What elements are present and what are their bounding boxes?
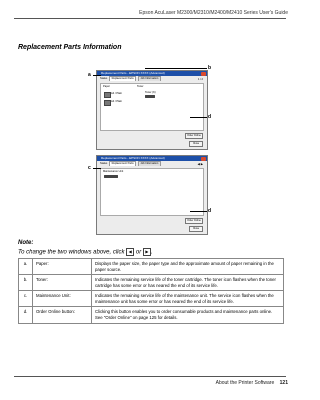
callout-d-1-leader <box>190 117 207 118</box>
tab-job-information[interactable]: Job Information <box>138 76 161 81</box>
row-key: c. <box>19 291 33 307</box>
note-text-before: To change the two windows above, click <box>18 249 125 256</box>
page-indicator: 1 / 2 <box>197 77 203 81</box>
left-arrow-icon: ◀ <box>126 248 134 256</box>
callout-c-leader <box>93 168 101 169</box>
row-key: a. <box>19 259 33 275</box>
table-row <box>19 259 284 275</box>
tray-icon <box>104 100 111 106</box>
tray-icon <box>104 92 111 98</box>
table-row <box>19 291 284 307</box>
row-key: b. <box>19 275 33 291</box>
window-title: Replacement Parts - EPSON XXXX (Advanced) <box>101 71 165 75</box>
row-description: Indicates the remaining service life of the maintenance unit. The service icon flashes when the maintenance unit has some error or has neared the end of its service life. <box>92 291 284 307</box>
callout-b-leader <box>145 68 207 69</box>
note-text-after: . <box>150 249 153 256</box>
menu-status[interactable]: Status <box>100 77 108 80</box>
note-text <box>18 248 153 256</box>
maintenance-level-bar <box>104 175 118 178</box>
window-title: Replacement Parts - EPSON XXXX (Advanced) <box>101 156 165 160</box>
section-title: Replacement Parts Information <box>18 44 122 51</box>
close-button[interactable]: Close <box>189 226 203 232</box>
paper-group-label: Paper <box>103 85 110 88</box>
header-rule <box>14 18 286 19</box>
tab-bar <box>97 76 207 81</box>
row-description: Clicking this button enables you to order consumable products and maintenance parts online. See "Order Online" on page 125 for details. <box>92 307 284 323</box>
parts-panel <box>100 83 204 131</box>
table-row <box>19 275 284 291</box>
close-window-icon[interactable] <box>201 72 206 76</box>
row-description: Indicates the remaining service life of the toner cartridge. The toner icon flashes when the toner cartridge has some error or has neared the end of its service life. <box>92 275 284 291</box>
callout-a: a <box>88 72 91 78</box>
order-online-button[interactable]: Order Online <box>185 133 203 139</box>
callout-d-1: d <box>208 114 212 120</box>
callout-c: c <box>88 165 91 171</box>
footer-rule <box>14 376 286 377</box>
footer-section: About the Printer Software <box>215 380 275 386</box>
row-name: Maintenance Unit: <box>33 291 92 307</box>
row-name: Toner: <box>33 275 92 291</box>
footer <box>216 380 288 386</box>
tab-replacement-parts[interactable]: Replacement Parts <box>109 76 136 81</box>
order-online-button[interactable]: Order Online <box>185 218 203 224</box>
page-nav-arrows[interactable]: ◀ ▶ <box>197 161 203 166</box>
table-row <box>19 307 284 323</box>
close-button[interactable]: Close <box>189 141 203 147</box>
tab-replacement-parts[interactable]: Replacement Parts <box>109 161 136 166</box>
note-text-or: or <box>135 249 142 256</box>
tray2-info: A4 / Plain <box>111 100 123 103</box>
row-key: d. <box>19 307 33 323</box>
page-number: 121 <box>279 380 288 386</box>
replacement-parts-window-1 <box>96 70 208 150</box>
row-description: Displays the paper size, the paper type and the approximate amount of paper remaining in the paper source. <box>92 259 284 275</box>
callout-d-2-leader <box>190 211 207 212</box>
toner-level-bar <box>145 95 155 98</box>
description-table <box>18 258 284 324</box>
tab-job-information[interactable]: Job Information <box>138 161 161 166</box>
maintenance-panel <box>100 168 204 216</box>
callout-d-2: d <box>208 208 212 214</box>
right-arrow-icon: ▶ <box>143 248 151 256</box>
running-header: Epson AcuLaser M2300/M2310/M2400/M2410 Series User's Guide <box>139 10 288 16</box>
menu-status[interactable]: Status <box>100 162 108 165</box>
note-label: Note: <box>18 240 34 246</box>
tray1-info: A4 / Plain <box>111 92 123 95</box>
tab-bar <box>97 161 207 166</box>
callout-a-leader <box>93 75 101 76</box>
callout-b: b <box>208 65 212 71</box>
toner-group-label: Toner <box>137 85 144 88</box>
replacement-parts-window-2 <box>96 155 208 235</box>
row-name: Order Online button: <box>33 307 92 323</box>
toner-name: Toner (K) <box>145 91 156 94</box>
row-name: Paper: <box>33 259 92 275</box>
close-window-icon[interactable] <box>201 157 206 161</box>
maintenance-group-label: Maintenance Unit <box>103 170 124 173</box>
